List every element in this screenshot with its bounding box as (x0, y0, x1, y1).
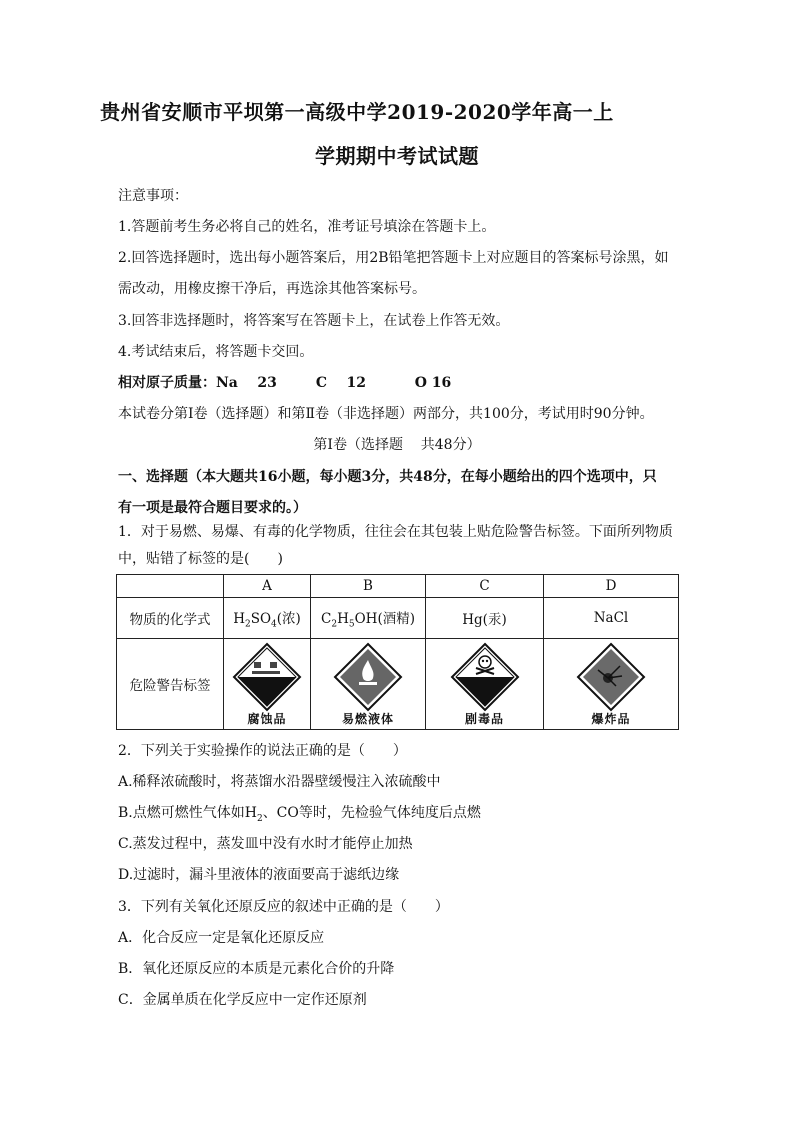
atomic-mass: 相对原子质量：Na 23 C 12 O 16 (118, 375, 452, 391)
notice-item-2: 2.回答选择题时，选出每小题答案后，用2B铅笔把答题卡上对应题目的答案标号涂黑，如 (118, 250, 669, 266)
formula-d: NaCl (544, 598, 679, 639)
q1-table (116, 574, 679, 730)
col-a-header: A (224, 575, 311, 598)
sign-label-d: 爆炸品 (591, 711, 631, 726)
row-sign-label: 危险警告标签 (117, 639, 224, 730)
q1-stem-2: 中，贴错了标签的是( ) (118, 551, 283, 567)
section-instruction-2: 有一项是最符合题目要求的。） (118, 500, 307, 516)
formula-a: $H_2SO_4$(浓) (224, 598, 311, 639)
formula-c: Hg(汞) (426, 598, 544, 639)
sign-cell-d (544, 639, 679, 730)
sign-label-b: 易燃液体 (341, 711, 394, 726)
q2-option-b: B.点燃可燃性气体如$H_2$、CO等时，先检验气体纯度后点燃 (118, 805, 481, 824)
sign-cell-b (311, 639, 426, 730)
formula-b: $C_2H_5OH$(酒精) (311, 598, 426, 639)
sign-cell-c (426, 639, 544, 730)
q2-option-c: C.蒸发过程中，蒸发皿中没有水时才能停止加热 (118, 836, 413, 852)
notice-heading: 注意事项： (118, 188, 188, 204)
exam-title-line1: 贵州省安顺市平坝第一高级中学2019-2020学年高一上 (100, 100, 614, 124)
q2-option-a: A.稀释浓硫酸时，将蒸馏水沿器壁缓慢注入浓硫酸中 (118, 774, 441, 790)
section-heading: 第Ⅰ卷（选择题 共48分） (313, 437, 481, 453)
notice-item-3: 3.回答非选择题时，将答案写在答题卡上，在试卷上作答无效。 (118, 313, 510, 329)
col-d-header: D (544, 575, 679, 598)
section-instruction-1: 一、选择题（本大题共16小题，每小题3分，共48分，在每小题给出的四个选项中，只 (118, 469, 657, 485)
q2-stem: 2．下列关于实验操作的说法正确的是（ ） (118, 743, 407, 759)
flame-icon (333, 642, 403, 712)
q1-stem-1: 1．对于易燃、易爆、有毒的化学物质，往往会在其包装上贴危险警告标签。下面所列物质 (118, 524, 673, 540)
q3-option-c: C．金属单质在化学反应中一定作还原剂 (118, 992, 367, 1008)
sign-cell-a (224, 639, 311, 730)
q3-option-a: A．化合反应一定是氧化还原反应 (118, 930, 325, 946)
notice-item-4: 4.考试结束后，将答题卡交回。 (118, 344, 314, 360)
exam-title-line2: 学期期中考试试题 (315, 144, 479, 168)
sign-label-c: 剧毒品 (464, 711, 504, 726)
q2-option-d: D.过滤时，漏斗里液体的液面要高于滤纸边缘 (118, 867, 400, 883)
notice-item-1: 1.答题前考生务必将自己的姓名，准考证号填涂在答题卡上。 (118, 219, 496, 235)
notice-item-2-cont: 需改动，用橡皮擦干净后，再选涂其他答案标号。 (118, 281, 426, 297)
col-c-header: C (426, 575, 544, 598)
col-b-header: B (311, 575, 426, 598)
q3-option-b: B．氧化还原反应的本质是元素化合价的升降 (118, 961, 395, 977)
paper-intro: 本试卷分第Ⅰ卷（选择题）和第Ⅱ卷（非选择题）两部分，共100分，考试用时90分钟。 (118, 406, 654, 422)
explosion-icon (576, 642, 646, 712)
row-formula-label: 物质的化学式 (117, 598, 224, 639)
q3-stem: 3．下列有关氧化还原反应的叙述中正确的是（ ） (118, 899, 449, 915)
sign-label-a: 腐蚀品 (247, 711, 287, 726)
skull-crossbones-icon (450, 642, 520, 712)
corrosive-icon (232, 642, 302, 712)
